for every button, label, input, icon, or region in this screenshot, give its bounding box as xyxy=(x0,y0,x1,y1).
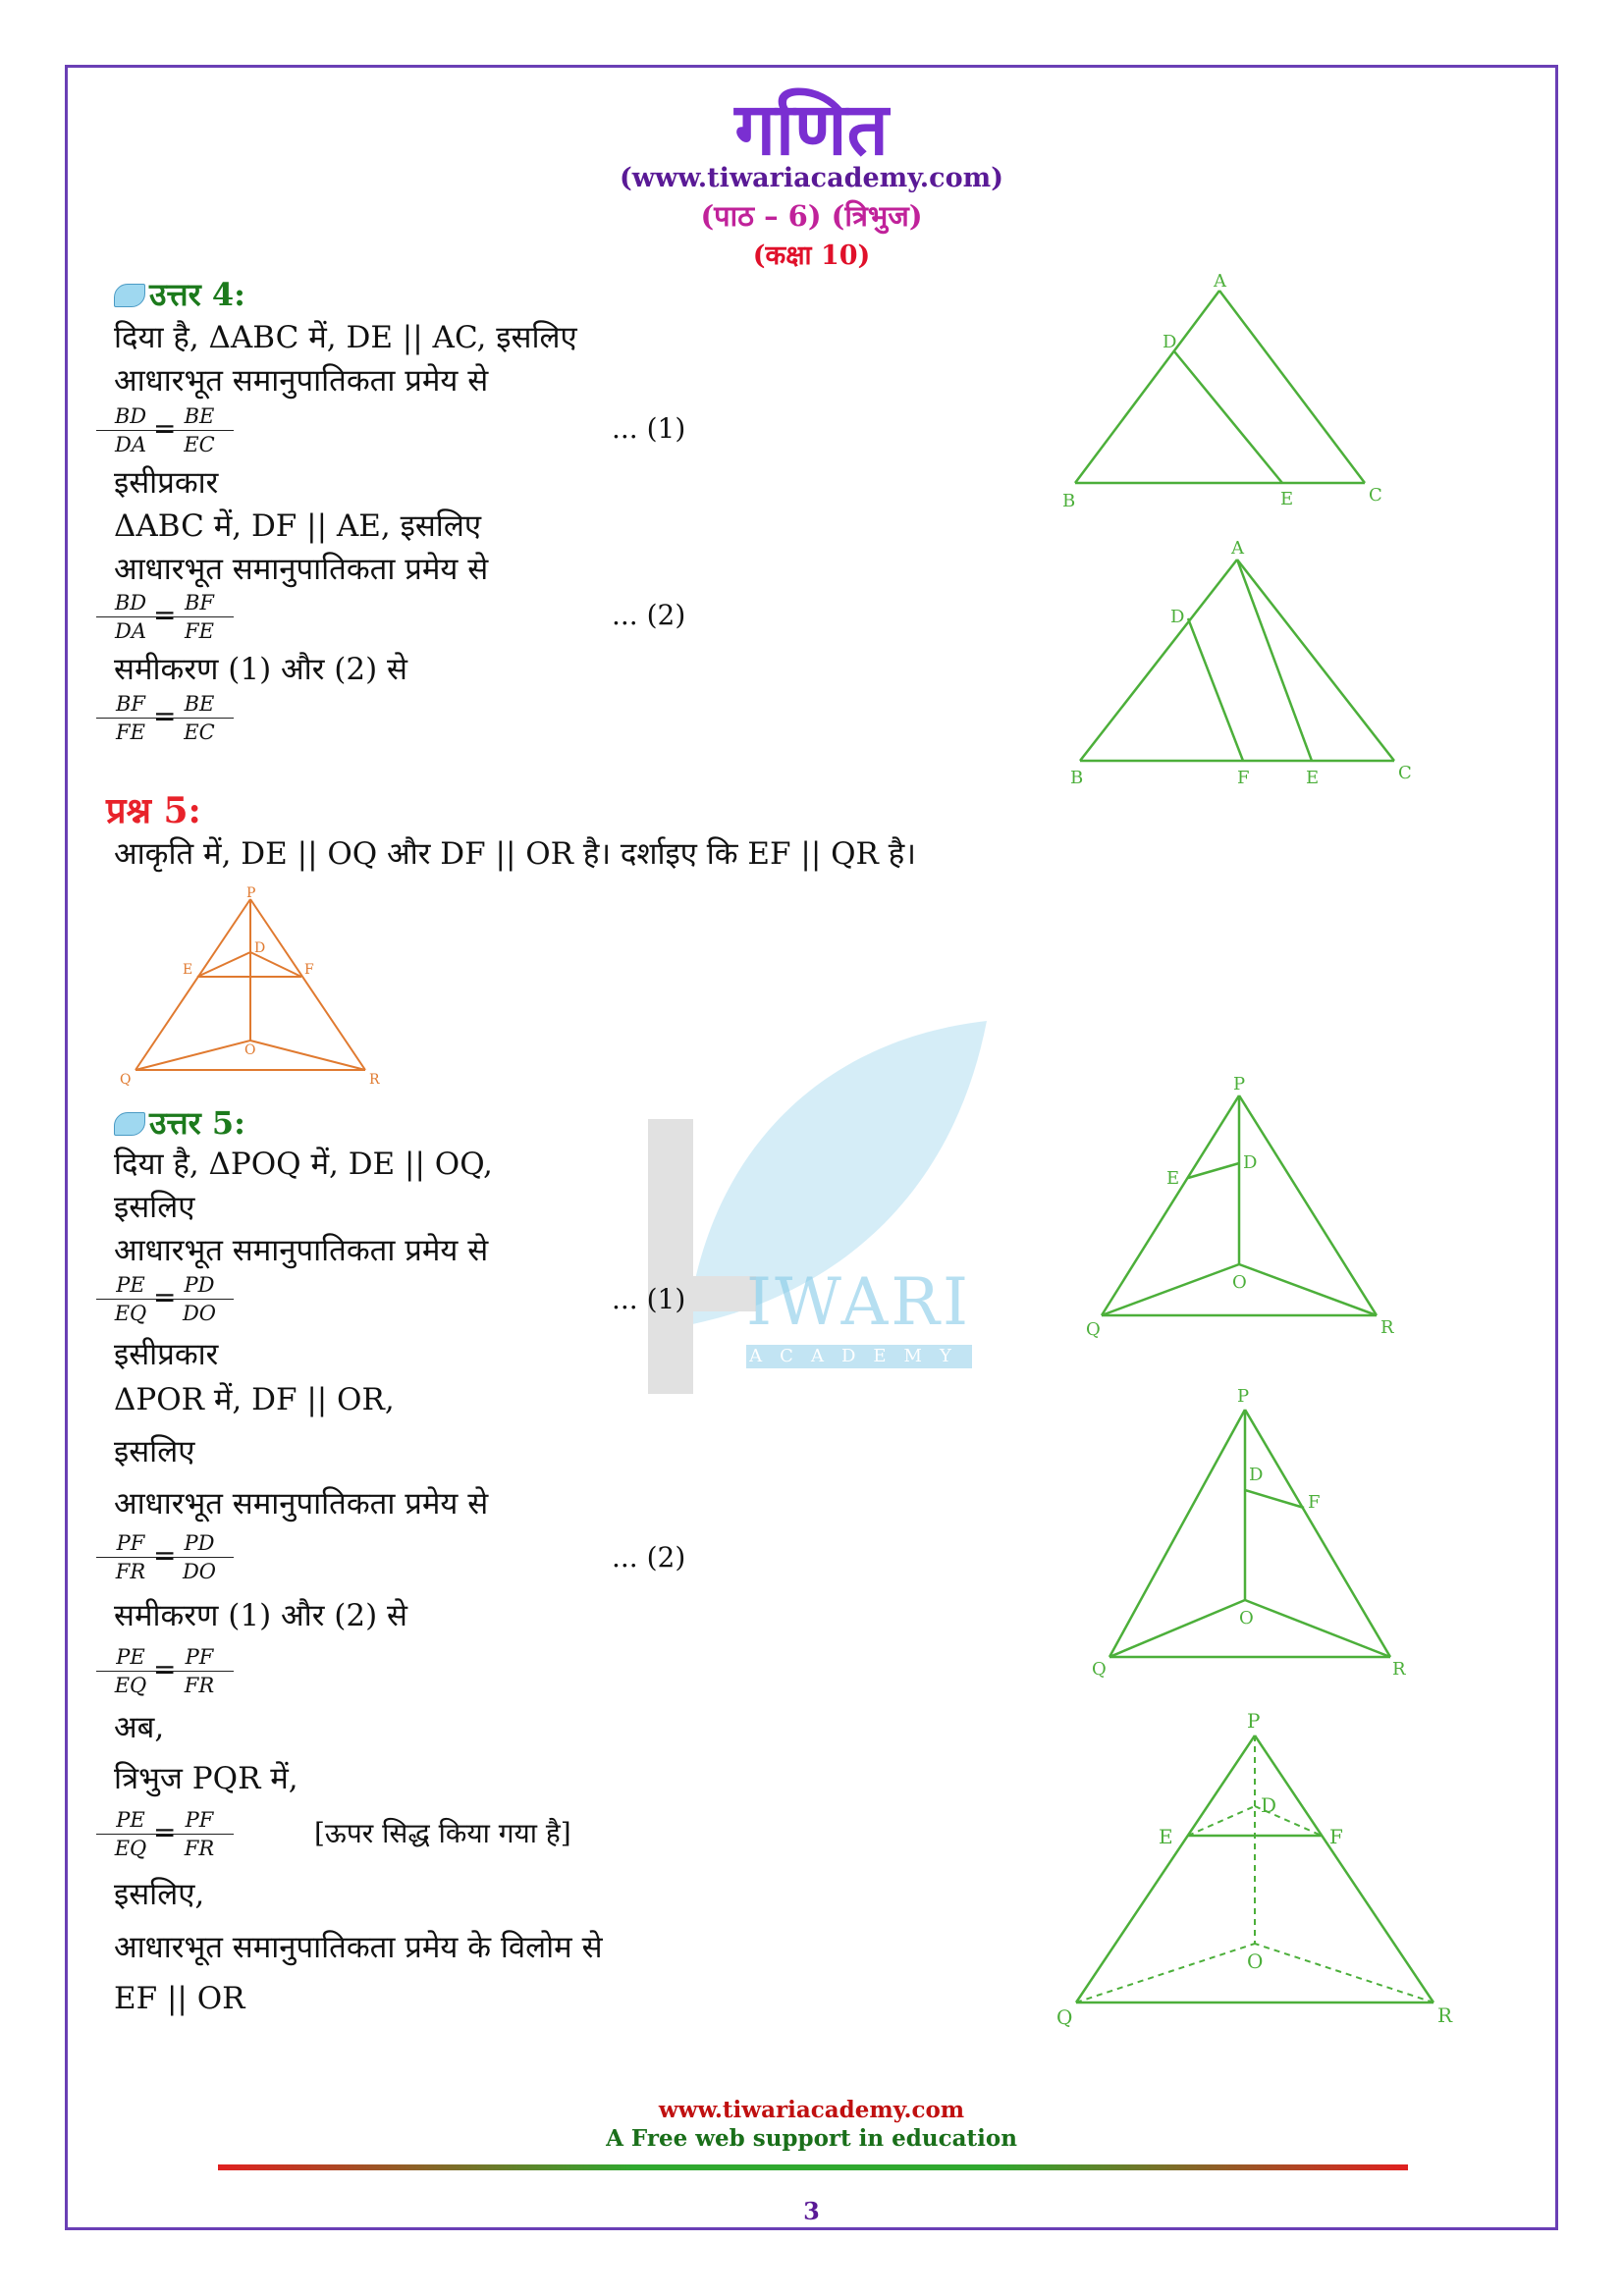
svg-text:R: R xyxy=(1392,1659,1406,1680)
svg-text:D: D xyxy=(1261,1793,1277,1817)
answer4-line2: आधारभूत समानुपातिकता प्रमेय से xyxy=(114,363,489,399)
svg-text:O: O xyxy=(244,1042,256,1058)
answer4-line1: दिया है, ΔABC में, DE || AC, इसलिए xyxy=(114,320,577,355)
question5-heading: प्रश्न 5: xyxy=(106,790,201,831)
svg-text:B: B xyxy=(1062,491,1076,511)
svg-text:O: O xyxy=(1239,1608,1254,1629)
header-url: (www.tiwariacademy.com) xyxy=(620,163,1003,193)
answer4-heading: उत्तर 4: xyxy=(114,273,245,315)
svg-text:P: P xyxy=(1237,1386,1250,1407)
fraction: $\frac{BE}{EC}$ xyxy=(165,692,234,744)
svg-text:A: A xyxy=(1231,538,1244,559)
answer5-line7: आधारभूत समानुपातिकता प्रमेय से xyxy=(114,1486,489,1522)
svg-text:D: D xyxy=(1243,1152,1258,1173)
svg-text:B: B xyxy=(1070,768,1084,785)
fraction: $\frac{BD}{DA}$ xyxy=(96,591,165,643)
answer5-line6: इसलिए xyxy=(114,1434,195,1469)
answer5-heading: उत्तर 5: xyxy=(114,1101,245,1144)
answer5-line4: इसीप्रकार xyxy=(114,1337,219,1372)
svg-text:Q: Q xyxy=(1086,1319,1101,1340)
svg-text:P: P xyxy=(1233,1074,1246,1095)
svg-text:D: D xyxy=(1170,607,1185,627)
svg-text:C: C xyxy=(1398,763,1412,783)
proof-note: [ऊपर सिद्ध किया गया है] xyxy=(314,1817,571,1849)
answer5-line9: अब, xyxy=(114,1710,165,1745)
fraction: $\frac{PF}{FR}$ xyxy=(165,1808,234,1860)
svg-text:E: E xyxy=(1159,1825,1173,1848)
fraction: $\frac{BD}{DA}$ xyxy=(96,404,165,456)
answer5-line3: आधारभूत समानुपातिकता प्रमेय से xyxy=(114,1233,489,1268)
svg-text:E: E xyxy=(183,962,193,978)
svg-text:Q: Q xyxy=(1092,1659,1107,1680)
svg-text:E: E xyxy=(1280,489,1294,509)
svg-text:R: R xyxy=(1437,2003,1453,2027)
svg-text:P: P xyxy=(1247,1709,1261,1733)
svg-text:D: D xyxy=(1249,1465,1264,1485)
svg-text:R: R xyxy=(369,1072,380,1088)
svg-text:E: E xyxy=(1166,1168,1180,1189)
figure-question5 xyxy=(116,883,401,1090)
svg-text:D: D xyxy=(1163,332,1177,352)
equation-ref: ... (1) xyxy=(612,412,686,445)
equation-ref: ... (2) xyxy=(612,599,686,631)
svg-text:F: F xyxy=(1329,1825,1343,1848)
svg-text:D: D xyxy=(254,940,266,956)
answer5-line5: ΔPOR में, DF || OR, xyxy=(114,1382,395,1417)
fraction: $\frac{PE}{EQ}$ xyxy=(96,1808,165,1860)
svg-text:F: F xyxy=(304,962,314,978)
figure-triangle-pqr xyxy=(1051,1708,1463,2032)
answer4-line3: इसीप्रकार xyxy=(114,465,219,501)
class-label: (कक्षा 10) xyxy=(752,240,871,271)
fraction: $\frac{BF}{FE}$ xyxy=(96,692,165,744)
chapter-label: (पाठ – 6) (त्रिभुज) xyxy=(700,199,923,233)
page-title: गणित xyxy=(734,87,889,172)
answer5-line13: EF || OR xyxy=(114,1981,245,2016)
svg-text:Q: Q xyxy=(1056,2005,1073,2029)
figure-triangle-por xyxy=(1080,1382,1424,1686)
watermark-brand: IWARI xyxy=(746,1264,972,1340)
svg-text:P: P xyxy=(246,885,256,901)
svg-text:Q: Q xyxy=(120,1072,132,1088)
footer-tagline: A Free web support in education xyxy=(606,2125,1017,2152)
figure-triangle-abc-de xyxy=(1041,265,1404,520)
fraction: $\frac{PE}{EQ}$ xyxy=(96,1273,165,1325)
equation-ref: ... (1) xyxy=(612,1283,686,1315)
footer-divider xyxy=(218,2164,1408,2170)
svg-text:F: F xyxy=(1237,768,1250,785)
fraction: $\frac{BE}{EC}$ xyxy=(165,404,234,456)
answer4-line6: समीकरण (1) और (2) से xyxy=(114,652,408,687)
footer-url[interactable]: www.tiwariacademy.com xyxy=(658,2097,965,2123)
svg-text:A: A xyxy=(1214,271,1226,292)
watermark-sub: ACADEMY xyxy=(746,1345,972,1368)
fraction: $\frac{PF}{FR}$ xyxy=(96,1531,165,1583)
answer5-line10: त्रिभुज PQR में, xyxy=(114,1761,298,1796)
answer5-line11: इसलिए, xyxy=(114,1877,205,1912)
answer4-line5: आधारभूत समानुपातिकता प्रमेय से xyxy=(114,552,489,587)
svg-text:R: R xyxy=(1380,1317,1394,1338)
tiwari-logo-icon xyxy=(114,1112,145,1136)
answer4-line4: ΔABC में, DF || AE, इसलिए xyxy=(114,508,482,544)
svg-text:F: F xyxy=(1308,1492,1321,1513)
svg-text:E: E xyxy=(1306,768,1320,785)
svg-text:C: C xyxy=(1369,485,1382,506)
answer5-line8: समीकरण (1) और (2) से xyxy=(114,1598,408,1633)
answer5-line12: आधारभूत समानुपातिकता प्रमेय के विलोम से xyxy=(114,1930,603,1965)
fraction: $\frac{PD}{DO}$ xyxy=(165,1531,234,1583)
svg-text:O: O xyxy=(1247,1949,1264,1973)
equation-ref: ... (2) xyxy=(612,1541,686,1574)
page-number: 3 xyxy=(803,2197,820,2225)
fraction: $\frac{BF}{FE}$ xyxy=(165,591,234,643)
fraction: $\frac{PE}{EQ}$ xyxy=(96,1645,165,1697)
answer5-line1: दिया है, ΔPOQ में, DE || OQ, xyxy=(114,1147,493,1182)
tiwari-logo-icon xyxy=(114,284,145,307)
answer5-line2: इसलिए xyxy=(114,1190,195,1225)
figure-triangle-abc-df xyxy=(1041,530,1434,785)
figure-triangle-poq xyxy=(1070,1070,1414,1345)
svg-text:O: O xyxy=(1232,1272,1247,1293)
fraction: $\frac{PF}{FR}$ xyxy=(165,1645,234,1697)
fraction: $\frac{PD}{DO}$ xyxy=(165,1273,234,1325)
question5-text: आकृति में, DE || OQ और DF || OR है। दर्शाइए कि EF || QR है। xyxy=(114,836,916,872)
